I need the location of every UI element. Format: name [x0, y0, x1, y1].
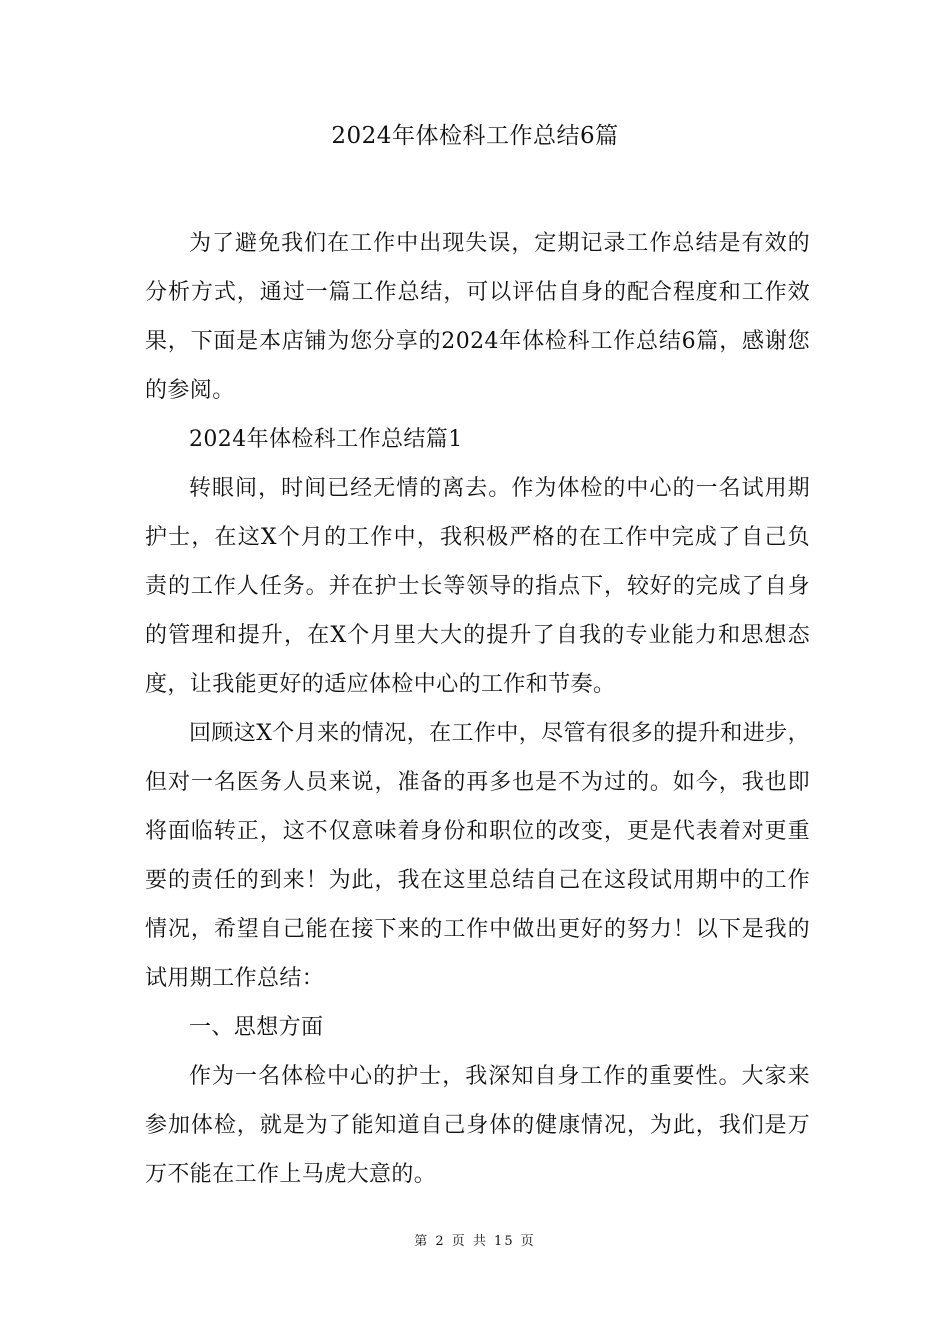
page-footer: 第 2 页 共 15 页: [414, 1234, 536, 1249]
intro-paragraph: 为了避免我们在工作中出现失误，定期记录工作总结是有效的分析方式，通过一篇工作总结，可以评估自身的配合程度和工作效果，下面是本店铺为您分享的2024年体检科工作总结6篇，感谢您的参阅。: [145, 231, 810, 403]
body-paragraph: 转眼间，时间已经无情的离去。作为体检的中心的一名试用期护士，在这X个月的工作中，我积极严格的在工作中完成了自己负责的工作人任务。并在护士长等领导的指点下，较好的完成了自身的管理和提升，在X个月里大大的提升了自我的专业能力和思想态度，让我能更好的适应体检中心的工作和节奏。: [145, 476, 810, 697]
section-heading-part-1: 2024年体检科工作总结篇1: [189, 427, 463, 452]
body-paragraph: 回顾这X个月来的情况，在工作中，尽管有很多的提升和进步，但对一名医务人员来说，准备的再多也是不为过的。如今，我也即将面临转正，这不仅意味着身份和职位的改变，更是代表着对更重要的责任的到来！为此，我在这里总结自己在这段试用期中的工作情况，希望自己能在接下来的工作中做出更好的努力！以下是我的试用期工作总结：: [145, 721, 810, 991]
document-body: [145, 219, 810, 1199]
body-paragraph: 作为一名体检中心的护士，我深知自身工作的重要性。大家来参加体检，就是为了能知道自己身体的健康情况，为此，我们是万万不能在工作上马虎大意的。: [145, 1064, 810, 1187]
subsection-heading-thought: 一、思想方面: [189, 1015, 324, 1040]
document-title: 2024年体检科工作总结6篇: [331, 123, 619, 149]
